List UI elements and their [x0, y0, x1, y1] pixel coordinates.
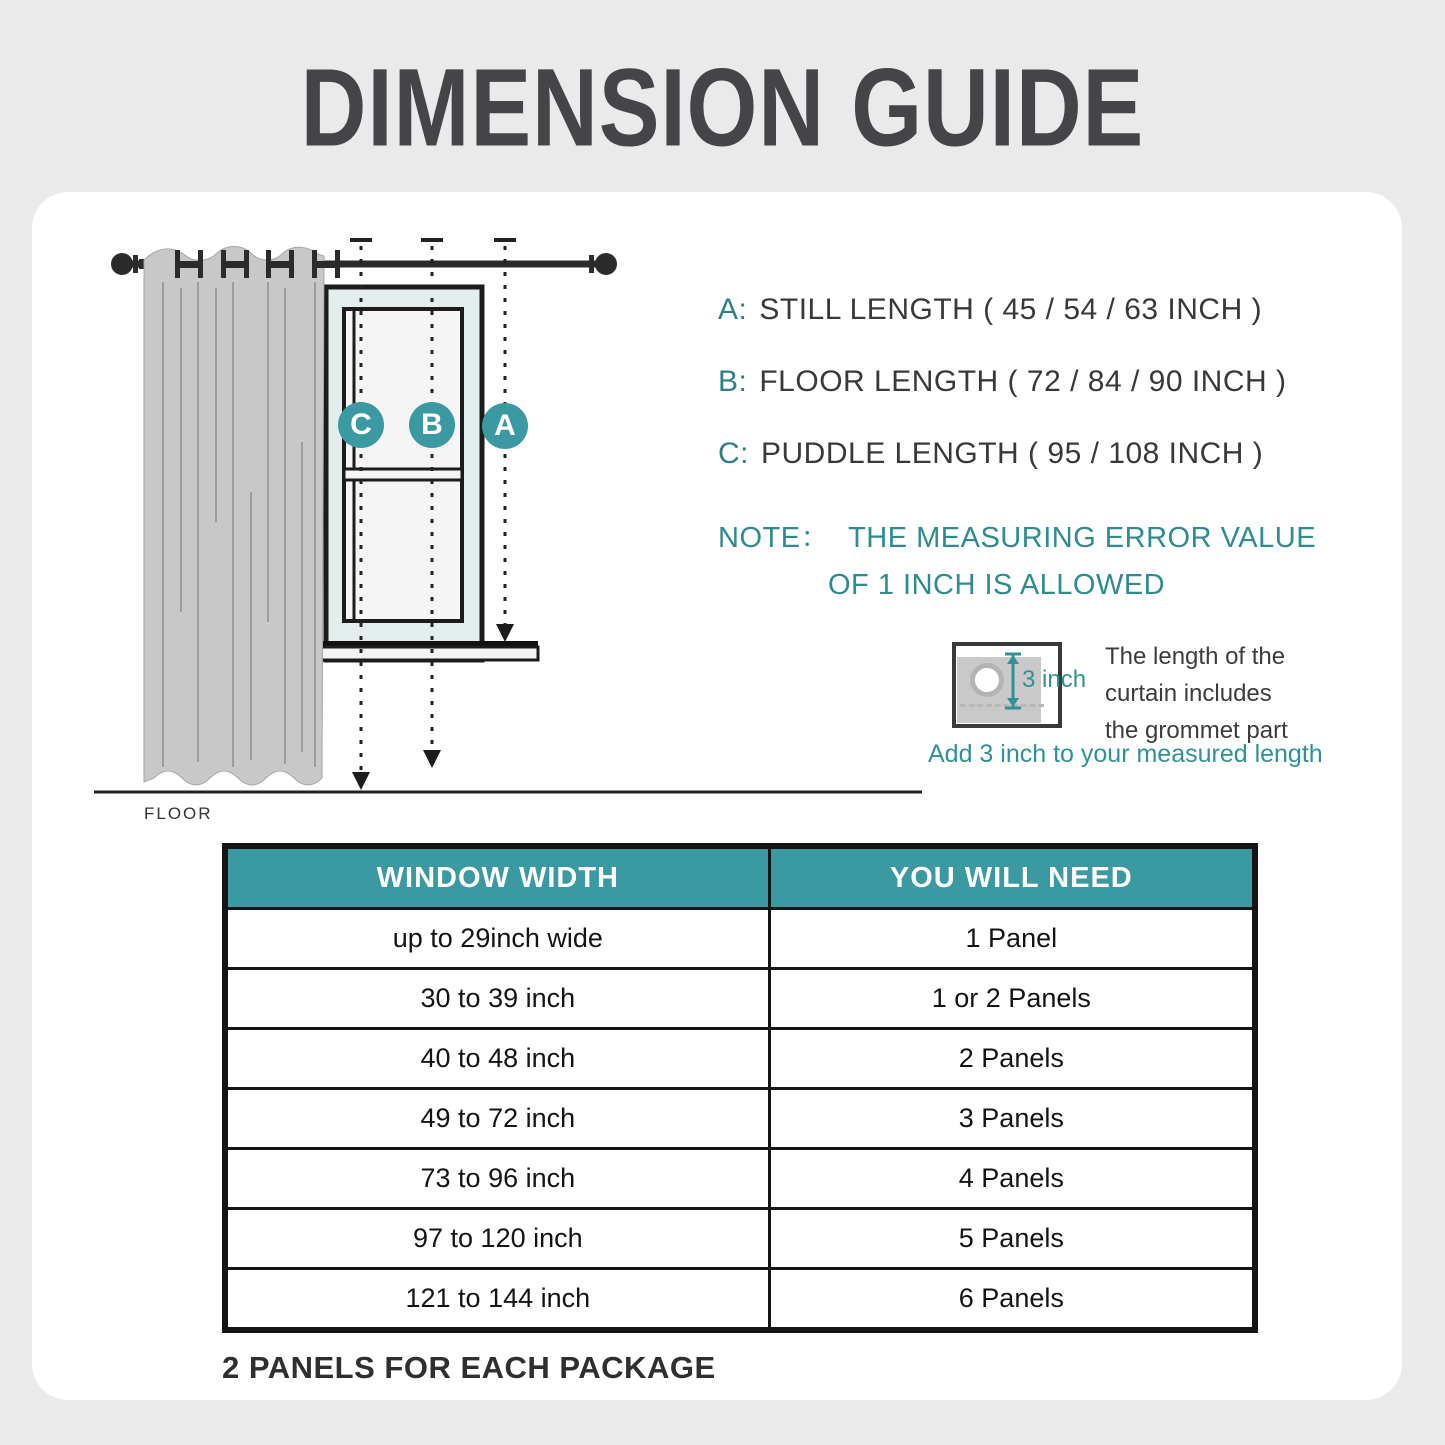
cell-window-width: 30 to 39 inch — [225, 969, 769, 1029]
panel-sizing-table — [222, 843, 1258, 1333]
cell-panels: 6 Panels — [769, 1269, 1255, 1331]
table-row — [225, 969, 1255, 1029]
cell-window-width: up to 29inch wide — [225, 909, 769, 969]
legend-text-b: FLOOR LENGTH ( 72 / 84 / 90 INCH ) — [759, 365, 1287, 398]
window-illustration — [318, 287, 538, 660]
package-note: 2 PANELS FOR EACH PACKAGE — [222, 1350, 716, 1385]
legend-item-b — [718, 364, 1287, 400]
marker-badge-b: B — [409, 402, 455, 448]
legend-text-a: STILL LENGTH ( 45 / 54 / 63 INCH ) — [759, 293, 1263, 326]
page-title-text: DIMENSION GUIDE — [300, 46, 1145, 170]
marker-badge-a: A — [482, 403, 528, 449]
cell-panels: 3 Panels — [769, 1089, 1255, 1149]
curtain-panel — [144, 247, 340, 786]
legend-prefix-c: C: — [718, 437, 749, 470]
measuring-note — [718, 520, 1316, 603]
window-sill-board — [318, 647, 538, 660]
table-header-row — [225, 846, 1255, 909]
legend-text-c: PUDDLE LENGTH ( 95 / 108 INCH ) — [761, 437, 1264, 470]
grommet-ring-icon — [970, 663, 1004, 697]
marker-badge-c: C — [338, 402, 384, 448]
grommet-description-line3: the grommet part — [1105, 717, 1288, 744]
content-card — [32, 192, 1402, 1400]
table-row — [225, 909, 1255, 969]
table-row — [225, 1209, 1255, 1269]
grommet-diagram — [952, 642, 1087, 728]
table-row — [225, 1089, 1255, 1149]
rod-finial-right — [595, 253, 617, 275]
legend-prefix-a: A: — [718, 293, 748, 326]
note-prefix: NOTE： — [718, 522, 831, 554]
rod-finial-left — [111, 253, 133, 275]
legend-item-a — [718, 292, 1262, 328]
measure-arrow-icon — [1004, 652, 1022, 710]
grommet-dashed-line — [960, 704, 1044, 707]
header-window-width: WINDOW WIDTH — [225, 846, 769, 909]
note-line2: OF 1 INCH IS ALLOWED — [828, 569, 1166, 601]
legend-item-c — [718, 436, 1263, 472]
cell-panels: 4 Panels — [769, 1149, 1255, 1209]
grommet-description — [1105, 638, 1288, 749]
header-you-will-need: YOU WILL NEED — [769, 846, 1255, 909]
cell-window-width: 121 to 144 inch — [225, 1269, 769, 1331]
cell-window-width: 97 to 120 inch — [225, 1209, 769, 1269]
legend-prefix-b: B: — [718, 365, 748, 398]
grommet-measure-label: 3 inch — [1022, 666, 1087, 693]
grommet-description-line2: curtain includes — [1105, 680, 1272, 707]
table-row — [225, 1149, 1255, 1209]
cell-window-width: 40 to 48 inch — [225, 1029, 769, 1089]
table-row — [225, 1029, 1255, 1089]
page-title — [0, 48, 1445, 169]
note-line1: THE MEASURING ERROR VALUE — [848, 522, 1317, 554]
cell-window-width: 49 to 72 inch — [225, 1089, 769, 1149]
cell-panels: 5 Panels — [769, 1209, 1255, 1269]
cell-panels: 1 or 2 Panels — [769, 969, 1255, 1029]
grommet-caption: Add 3 inch to your measured length — [928, 740, 1323, 768]
cell-panels: 1 Panel — [769, 909, 1255, 969]
cell-window-width: 73 to 96 inch — [225, 1149, 769, 1209]
grommet-description-line1: The length of the — [1105, 643, 1286, 670]
cell-panels: 2 Panels — [769, 1029, 1255, 1089]
table-row — [225, 1269, 1255, 1331]
floor-label: FLOOR — [144, 804, 213, 823]
